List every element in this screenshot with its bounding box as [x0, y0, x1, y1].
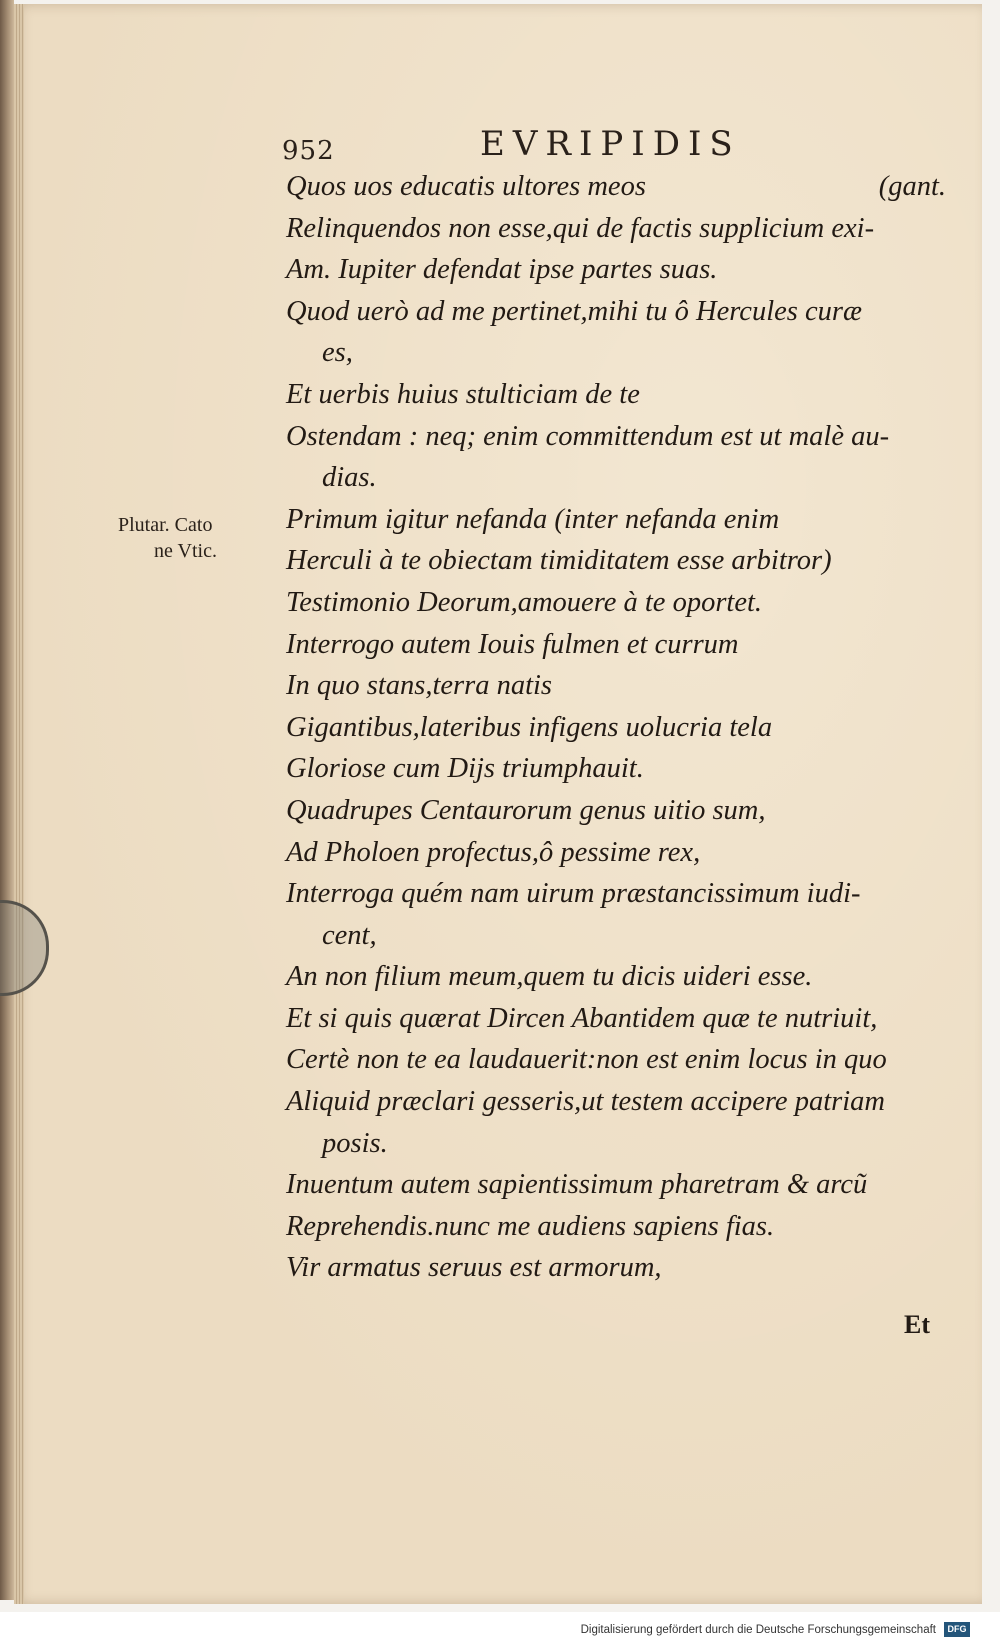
text-line-content: Gloriose cum Dijs triumphauit. — [286, 753, 644, 785]
text-line — [286, 457, 946, 499]
text-line — [286, 1206, 946, 1248]
text-line-content: posis. — [322, 1127, 388, 1159]
text-line-content: Gigantibus,lateribus infigens uolucria tela — [286, 711, 773, 743]
book-spine — [0, 0, 14, 1600]
text-line — [286, 582, 946, 624]
text-line — [286, 374, 946, 416]
text-line — [286, 790, 946, 832]
text-line — [286, 1164, 946, 1206]
footer-credit: Digitalisierung gefördert durch die Deutsche Forschungsgemeinschaft — [580, 1624, 936, 1636]
text-line — [286, 208, 946, 250]
text-line-content: es, — [322, 337, 353, 369]
text-line-content: Quadrupes Centaurorum genus uitio sum, — [286, 794, 766, 826]
text-line-content: Relinquendos non esse,qui de factis supplicium exi- — [286, 212, 875, 244]
text-line — [286, 1123, 946, 1165]
text-line — [286, 166, 946, 208]
text-line — [286, 332, 946, 374]
page-number: 952 — [282, 136, 335, 166]
text-line-content: In quo stans,terra natis — [286, 670, 553, 702]
margin-note-line: ne Vtic. — [154, 540, 217, 562]
text-line — [286, 873, 946, 915]
text-line — [286, 540, 946, 582]
text-line-content: Primum igitur nefanda (inter nefanda enim — [286, 503, 780, 535]
text-line-content: An non filium meum,quem tu dicis uideri esse. — [286, 961, 813, 993]
text-line — [286, 249, 946, 291]
text-line — [286, 1081, 946, 1123]
text-line-content: Reprehendis.nunc me audiens sapiens fias. — [286, 1210, 775, 1242]
text-line — [286, 1039, 946, 1081]
margin-note-line: Plutar. Cato — [118, 514, 213, 536]
text-line-content: Quod uerò ad me pertinet,mihi tu ô Hercules curæ — [286, 295, 862, 327]
text-line — [286, 748, 946, 790]
text-line — [286, 499, 946, 541]
text-line-tail: (gant. — [878, 171, 946, 202]
text-line-content: Quos uos educatis ultores meos — [286, 171, 646, 202]
text-line-content: Aliquid præclari gesseris,ut testem accipere patriam — [286, 1086, 885, 1118]
text-line-content: Herculi à te obiectam timiditatem esse arbitror) — [286, 545, 832, 577]
dfg-logo: DFG — [944, 1622, 970, 1637]
running-head: EVRIPIDIS — [480, 124, 741, 164]
text-line — [286, 707, 946, 749]
text-line-content: Ostendam : neq; enim committendum est ut malè au- — [286, 420, 890, 452]
text-line-content: dias. — [322, 462, 377, 494]
text-line — [286, 291, 946, 333]
text-line — [286, 665, 946, 707]
text-line-content: Ad Pholoen profectus,ô pessime rex, — [286, 836, 701, 868]
text-line — [286, 998, 946, 1040]
page-edges — [14, 4, 24, 1604]
text-line-content: Am. Iupiter defendat ipse partes suas. — [286, 254, 718, 286]
text-line-content: Interroga quém nam uirum præstancissimum iudi- — [286, 878, 861, 910]
text-line-content: Et si quis quærat Dircen Abantidem quæ te nutriuit, — [286, 1002, 878, 1034]
text-line-content: Et uerbis huius stulticiam de te — [286, 378, 640, 410]
body-text — [286, 166, 946, 1289]
text-line-content: Certè non te ea laudauerit:non est enim locus in quo — [286, 1044, 887, 1076]
text-line — [286, 956, 946, 998]
text-line-content: Interrogo autem Iouis fulmen et currum — [286, 628, 739, 660]
text-line-content: cent, — [322, 919, 377, 951]
text-line-content: Vir armatus seruus est armorum, — [286, 1252, 662, 1284]
text-line — [286, 832, 946, 874]
text-line — [286, 915, 946, 957]
margin-note — [118, 512, 278, 564]
text-line-content: Testimonio Deorum,amouere à te oportet. — [286, 586, 763, 618]
catchword: Et — [904, 1310, 930, 1339]
text-line — [286, 624, 946, 666]
text-line — [286, 416, 946, 458]
text-line-content: Inuentum autem sapientissimum pharetram & arcũ — [286, 1169, 868, 1201]
text-line — [286, 1247, 946, 1289]
